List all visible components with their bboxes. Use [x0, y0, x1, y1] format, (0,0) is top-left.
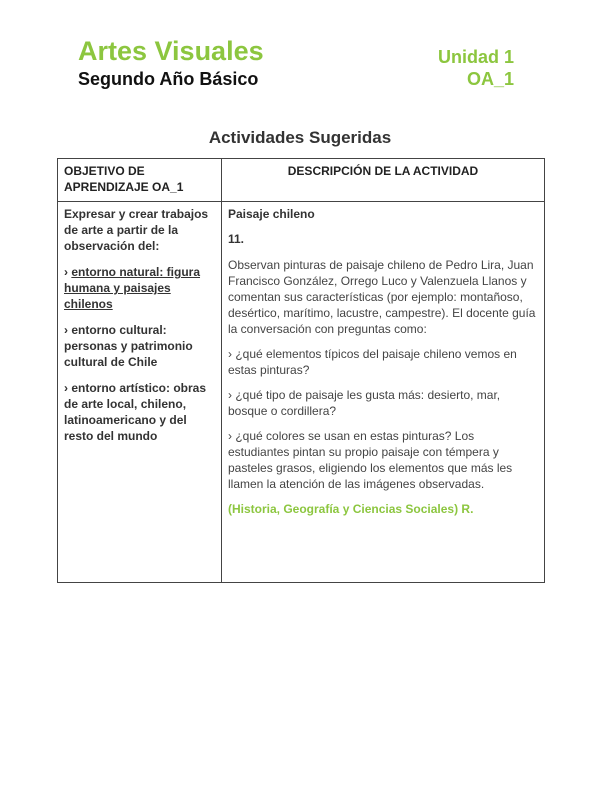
- grade-subtitle: Segundo Año Básico: [78, 69, 259, 89]
- bullet-marker: ›: [64, 265, 72, 279]
- unit-label: Unidad 1: [437, 47, 514, 67]
- objective-item-cultural: › entorno cultural: personas y patrimonio cultural de Chile: [64, 323, 193, 369]
- activities-table: [57, 158, 545, 583]
- objective-item-artistic: › entorno artístico: obras de arte local, chileno, latinoamericano y del resto del mundo: [64, 381, 207, 443]
- activity-title: Paisaje chileno: [228, 207, 315, 221]
- subject-crossref: (Historia, Geografía y Ciencias Sociales) R.: [228, 502, 474, 516]
- activity-question-2: › ¿qué tipo de paisaje les gusta más: desierto, mar, bosque o cordillera?: [228, 388, 501, 418]
- objective-intro: Expresar y crear trabajos de arte a partir de la observación del:: [64, 207, 209, 253]
- section-title: Actividades Sugeridas: [208, 128, 392, 147]
- objective-item-natural-text: entorno natural: figura humana y paisajes chilenos: [64, 265, 201, 311]
- subject-title: Artes Visuales: [78, 36, 264, 66]
- objective-item-natural: [64, 264, 215, 312]
- column-header-objective: OBJETIVO DE APRENDIZAJE OA_1: [58, 159, 222, 202]
- table-row: [58, 202, 545, 583]
- activity-cell: [222, 202, 545, 583]
- activity-question-1: › ¿qué elementos típicos del paisaje chileno vemos en estas pinturas?: [228, 347, 517, 377]
- activity-number: 11.: [228, 232, 245, 246]
- activity-paragraph: Observan pinturas de paisaje chileno de Pedro Lira, Juan Francisco González, Orrego Luco y Valenzuela Llanos y comentan sus características (por ejemplo: montañoso, desértico, marítimo, lacustre, campestre). El docente guía la conversación con preguntas como:: [228, 258, 536, 336]
- objective-cell: [58, 202, 222, 583]
- table-header-row: [58, 159, 545, 202]
- activity-question-3: › ¿qué colores se usan en estas pinturas? Los estudiantes pintan su propio paisaje con témpera y pasteles grasos, eligiendo los elementos que más les llamen la atención de las imágenes observadas.: [228, 429, 513, 491]
- column-header-description: DESCRIPCIÓN DE LA ACTIVIDAD: [222, 159, 545, 202]
- oa-label: OA_1: [466, 69, 514, 89]
